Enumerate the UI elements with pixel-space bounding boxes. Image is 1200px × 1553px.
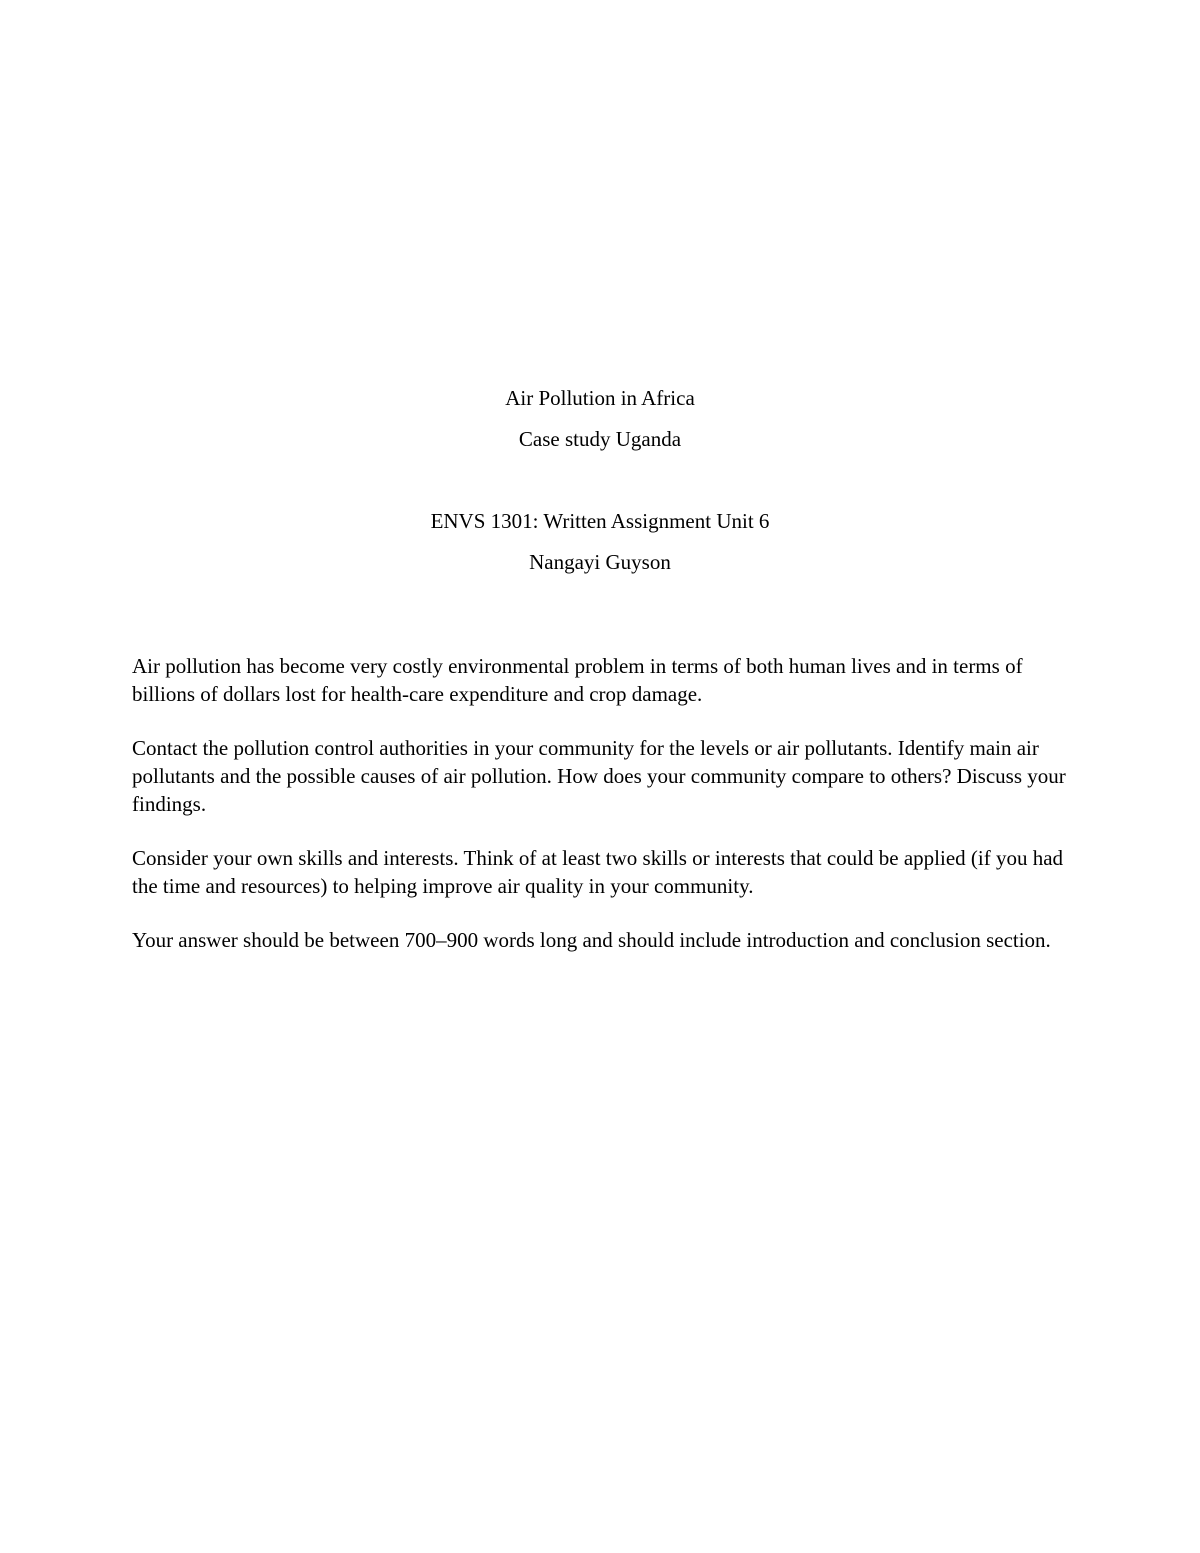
paragraph-2: Contact the pollution control authorities in your community for the levels or air pollutants. Identify main air pollutants and the possible causes of air pollution. How does your community compare to others? Discuss your findings. — [132, 736, 1066, 816]
title-spacer — [0, 460, 1200, 501]
paragraph-3: Consider your own skills and interests. Think of at least two skills or interests that could be applied (if you had the time and resources) to helping improve air quality in your community. — [132, 846, 1064, 898]
course-line: ENVS 1301: Written Assignment Unit 6 — [430, 509, 770, 533]
document-subtitle: Case study Uganda — [518, 427, 682, 451]
title-block — [0, 378, 1200, 583]
assignment-body — [132, 652, 1077, 980]
paragraph-4: Your answer should be between 700–900 words long and should include introduction and conclusion section. — [132, 928, 1051, 952]
document-title: Air Pollution in Africa — [505, 386, 695, 410]
paragraph-1: Air pollution has become very costly environmental problem in terms of both human lives and in terms of billions of dollars lost for health-care expenditure and crop damage. — [132, 654, 1023, 706]
author-name: Nangayi Guyson — [529, 550, 671, 574]
